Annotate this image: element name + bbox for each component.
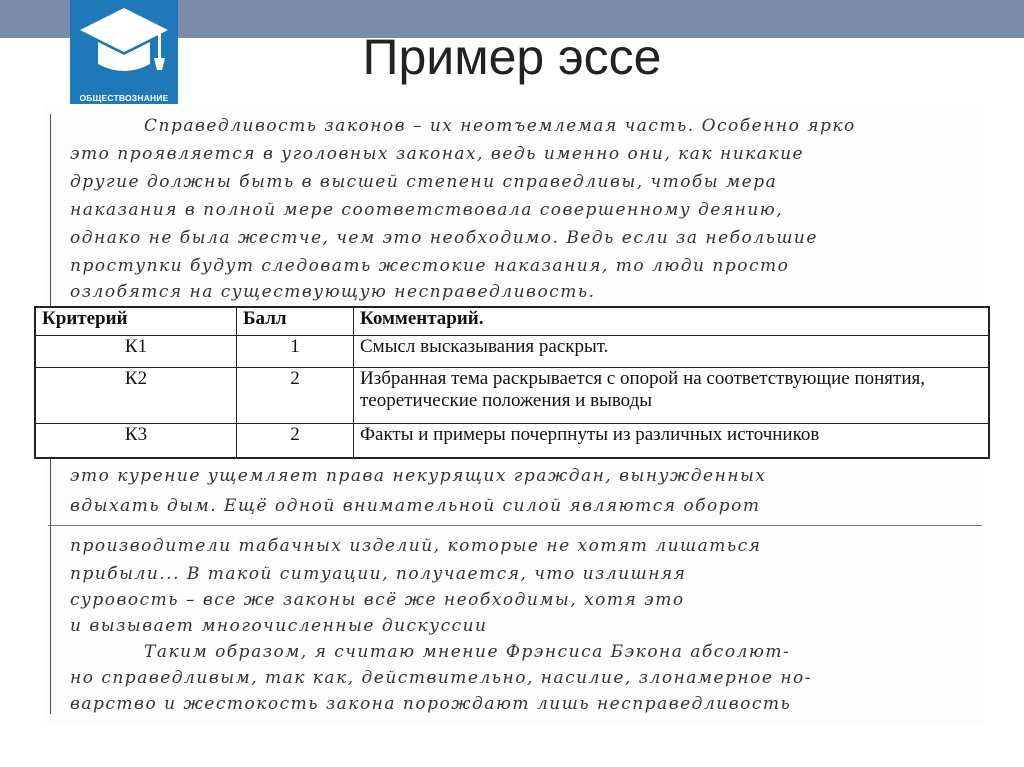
criterion-cell: К3 [36, 424, 237, 458]
criterion-cell: К1 [36, 336, 237, 368]
header-score: Балл [237, 308, 354, 336]
rubric-table [34, 306, 990, 459]
logo-label: ОБЩЕСТВОЗНАНИЕ [79, 93, 169, 103]
table-row [36, 368, 989, 424]
essay-line: но справедливым, так как, действительно, насилие, злонамерное но- [70, 668, 813, 688]
slide-title: Пример эссе [362, 29, 662, 85]
score-cell: 1 [237, 336, 354, 368]
essay-line: варство и жестокость закона порождают лишь несправедливость [70, 694, 792, 714]
page-divider [48, 525, 982, 526]
header-criterion: Критерий [36, 308, 237, 336]
essay-line: проступки будут следовать жестокие наказания, то люди просто [70, 256, 790, 276]
essay-line: озлобятся на существующую несправедливость. [70, 282, 596, 302]
essay-line: прибыли... В такой ситуации, получается, что излишняя [70, 564, 687, 584]
score-cell: 2 [237, 368, 354, 424]
score-cell: 2 [237, 424, 354, 458]
essay-line: наказания в полной мере соответствовала совершенному деянию, [70, 200, 784, 220]
comment-cell: Факты и примеры почерпнуты из различных источников [354, 424, 989, 458]
comment-cell: Избранная тема раскрывается с опорой на соответствующие понятия, теоретические положения и выводы [354, 368, 989, 424]
comment-cell: Смысл высказывания раскрыт. [354, 336, 989, 368]
essay-line: другие должны быть в высшей степени справедливы, чтобы мера [70, 172, 778, 192]
essay-line: суровость – все же законы всё же необходимы, хотя это [70, 590, 685, 610]
essay-line: и вызывает многочисленные дискуссии [70, 616, 488, 636]
essay-line: Справедливость законов – их неотъемлемая часть. Особенно ярко [144, 116, 856, 136]
table-row [36, 424, 989, 458]
essay-line: это курение ущемляет права некурящих граждан, вынужденных [70, 466, 767, 486]
essay-line: это проявляется в уголовных законах, ведь именно они, как никакие [70, 144, 805, 164]
essay-line: однако не была жестче, чем это необходимо. Ведь если за небольшие [70, 228, 818, 248]
criterion-cell: К2 [36, 368, 237, 424]
essay-line: производители табачных изделий, которые не хотят лишаться [70, 536, 762, 556]
rubric-header-row [36, 308, 989, 336]
header-comment: Комментарий. [354, 308, 989, 336]
essay-line: вдыхать дым. Ещё одной внимательной силой являются оборот [70, 496, 761, 516]
table-row [36, 336, 989, 368]
essay-line: Таким образом, я считаю мнение Фрэнсиса Бэкона абсолют- [144, 642, 791, 662]
